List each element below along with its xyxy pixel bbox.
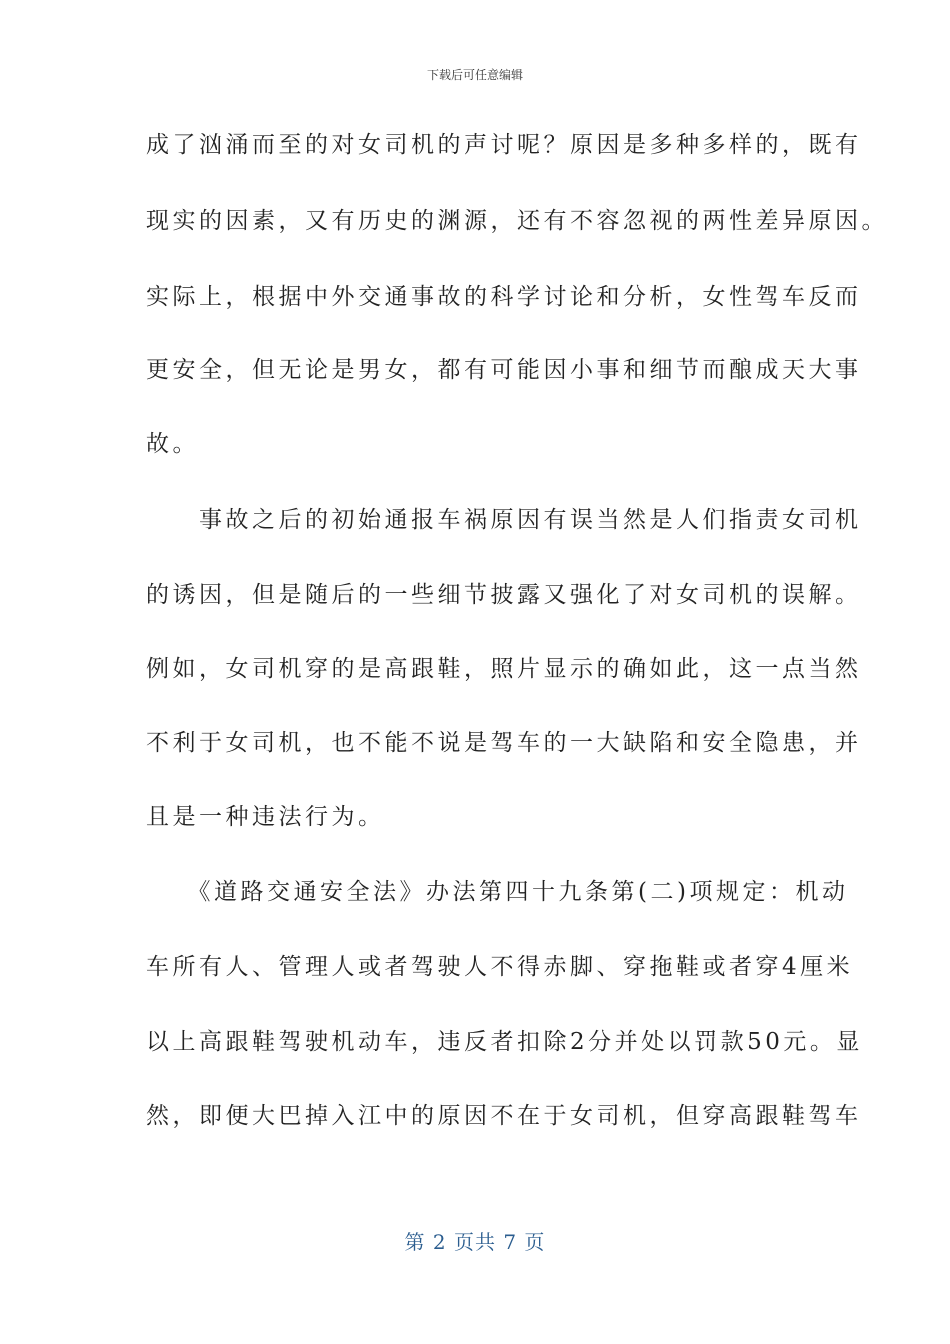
text-line: 的诱因，但是随后的一些细节披露又强化了对女司机的误解。 (146, 582, 862, 608)
page-number: 第 2 页共 7 页 (404, 1230, 546, 1254)
text-line: 事故之后的初始通报车祸原因有误当然是人们指责女司机 (146, 507, 862, 533)
text-line: 然，即便大巴掉入江中的原因不在于女司机，但穿高跟鞋驾车 (146, 1103, 862, 1129)
text-line: 成了汹涌而至的对女司机的声讨呢？原因是多种多样的，既有 (146, 132, 862, 158)
text-line: 现实的因素，又有历史的渊源，还有不容忽视的两性差异原因。 (146, 208, 888, 234)
text-line: 实际上，根据中外交通事故的科学讨论和分析，女性驾车反而 (146, 284, 862, 310)
text-line: 不利于女司机，也不能不说是驾车的一大缺陷和安全隐患，并 (146, 730, 862, 756)
text-line: 《道路交通安全法》办法第四十九条第(二)项规定：机动 (146, 879, 849, 905)
text-line: 以上高跟鞋驾驶机动车，违反者扣除2分并处以罚款50元。显 (146, 1029, 863, 1055)
header-note: 下载后可任意编辑 (426, 68, 523, 82)
text-line: 故。 (146, 431, 199, 457)
text-line: 更安全，但无论是男女，都有可能因小事和细节而酿成天大事 (146, 357, 862, 383)
text-line: 且是一种违法行为。 (146, 804, 385, 830)
text-line: 例如，女司机穿的是高跟鞋，照片显示的确如此，这一点当然 (146, 656, 862, 682)
text-line: 车所有人、管理人或者驾驶人不得赤脚、穿拖鞋或者穿4厘米 (146, 954, 854, 980)
